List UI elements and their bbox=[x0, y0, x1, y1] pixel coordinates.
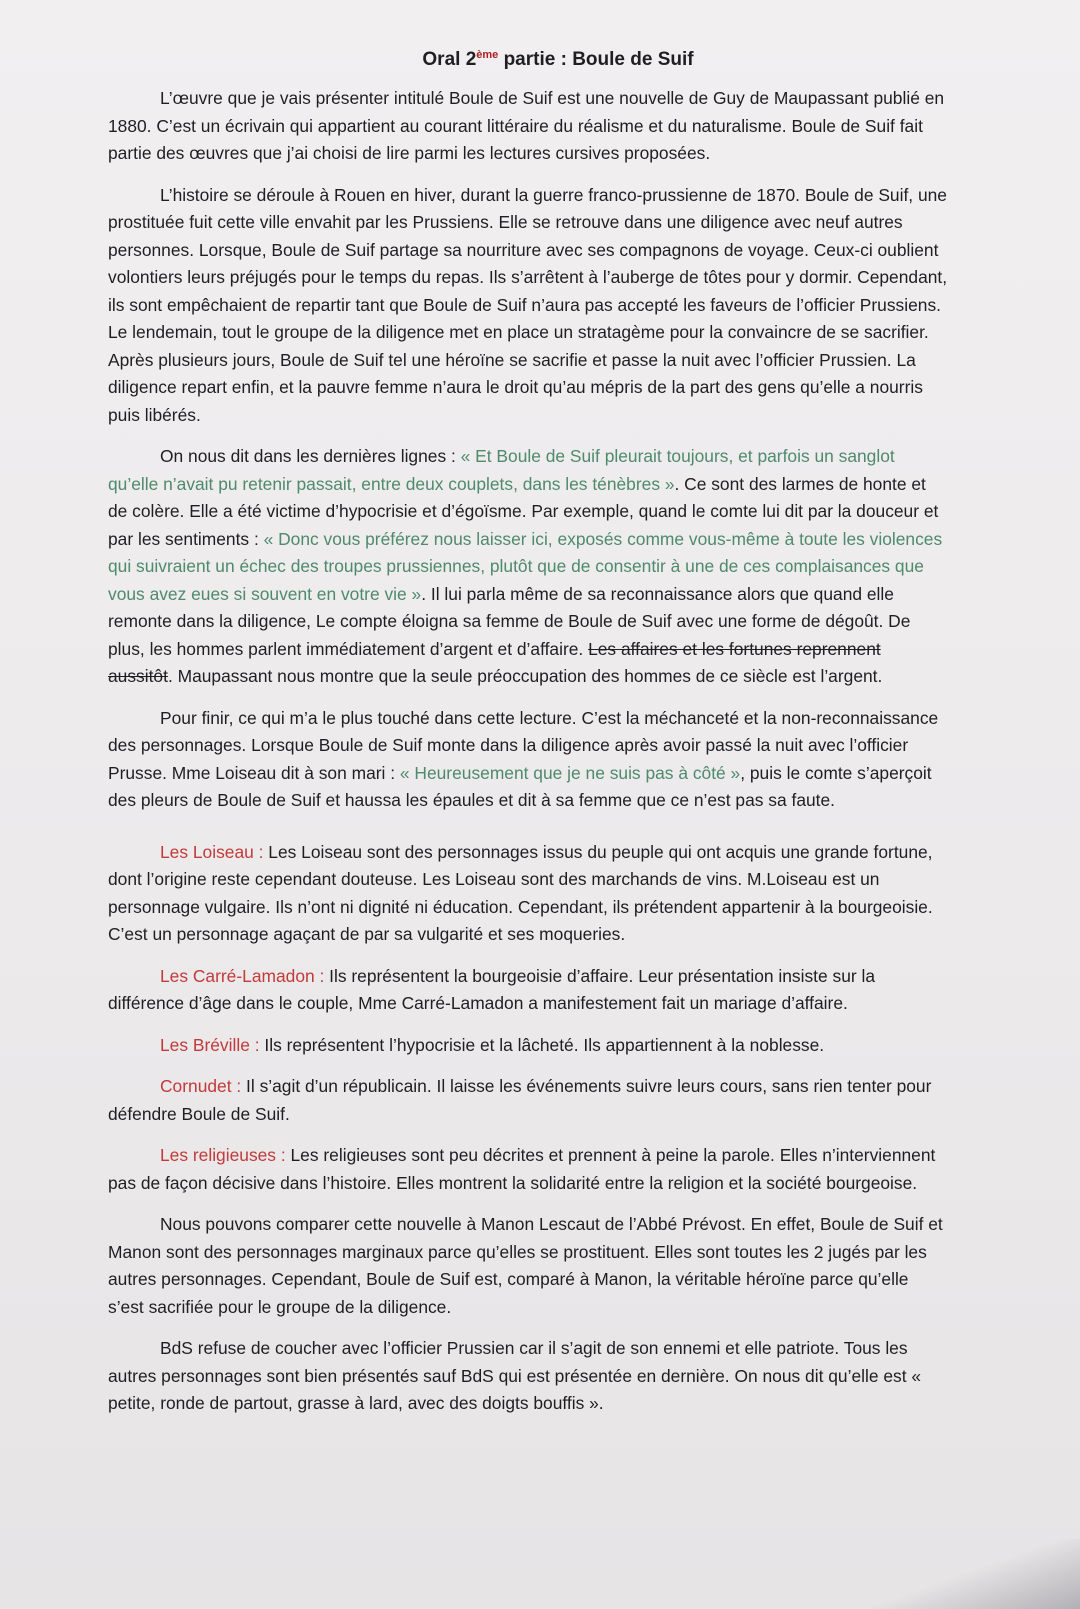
title-superscript: ème bbox=[476, 49, 499, 61]
title-main: Oral 2 bbox=[422, 49, 477, 70]
character-cornudet bbox=[108, 1073, 948, 1128]
paragraph-conclusion bbox=[108, 705, 948, 815]
analysis-text-a: On nous dit dans les dernières lignes : bbox=[160, 446, 461, 466]
conclusion-text-a: Pour finir, ce qui m’a le plus touché dans cette lecture. C’est la méchanceté et la non-reconnaissance des personnages. Lorsque Boule de Suif monte dans la diligence après avoir passé la nuit avec l’officier Prusse. Mme Loiseau dit à son mari : bbox=[108, 707, 939, 783]
character-label: Les Bréville : bbox=[160, 1034, 260, 1055]
character-label: Cornudet : bbox=[160, 1076, 242, 1096]
title-rest: partie : Boule de Suif bbox=[498, 49, 694, 70]
spacer bbox=[108, 829, 948, 839]
character-text: Les religieuses sont peu décrites et prennent à peine la parole. Elles n’interviennent pas de façon décisive dans l’histoire. Elles montrent la solidarité entre la religion et la société bourgeoise. bbox=[108, 1145, 936, 1193]
character-text: Les Loiseau sont des personnages issus du peuple qui ont acquis une grande fortune, dont l’origine reste cependant douteuse. Les Loiseau sont des marchands de vins. M.Loiseau est un personnage vulgaire. Ils n’ont ni dignité ni éducation. Cependant, ils prétendent appartenir à la bourgeoisie. C’est un personnage agaçant de par sa vulgarité et ses moqueries. bbox=[108, 841, 933, 944]
character-text: Ils représentent la bourgeoisie d’affaire. Leur présentation insiste sur la différence d’âge dans le couple, Mme Carré-Lamadon a manifestement fait un mariage d’affaire. bbox=[108, 965, 876, 1013]
character-label: Les religieuses : bbox=[160, 1145, 286, 1165]
quote-last-lines: « Et Boule de Suif pleurait toujours, et parfois un sanglot qu’elle n’avait pu retenir passait, entre deux couplets, dans les ténèbres » bbox=[108, 446, 895, 494]
character-carre-lamadon bbox=[108, 963, 948, 1018]
character-breville bbox=[108, 1032, 948, 1060]
character-text: Il s’agit d’un républicain. Il laisse les événements suivre leurs cours, sans rien tenter pour défendre Boule de Suif. bbox=[108, 1076, 932, 1124]
conclusion-text-b: , puis le comte s’aperçoit des pleurs de Boule de Suif et haussa les épaules et dit à sa femme que ce n’est pas sa faute. bbox=[108, 762, 932, 810]
paragraph-intro: L’œuvre que je vais présenter intitulé Boule de Suif est une nouvelle de Guy de Maupassant publié en 1880. C’est un écrivain qui appartient au courant littéraire du réalisme et du naturalisme. Boule de Suif fait partie des œuvres que j’ai choisi de lire parmi les lectures cursives proposées. bbox=[108, 88, 945, 163]
character-label: Les Loiseau : bbox=[160, 841, 264, 862]
paragraph-final: BdS refuse de coucher avec l’officier Prussien car il s’agit de son ennemi et elle patriote. Tous les autres personnages sont bien présentés sauf BdS qui est présentée en dernière. On nous dit qu’elle est « petite, ronde de partout, grasse à lard, avec des doigts bouffis ». bbox=[108, 1338, 922, 1413]
quote-mme-loiseau: « Heureusement que je ne suis pas à côté » bbox=[399, 762, 741, 783]
photo-shadow bbox=[840, 1539, 1080, 1609]
analysis-text-c: . Il lui parla même de sa reconnaissance alors que quand elle remonte dans la diligence, Le compte éloigna sa femme de Boule de Suif avec une forme de dégoût. De plus, les hommes parlent immédiatement d’argent et d’affaire. bbox=[108, 583, 911, 659]
paragraph-comparison: Nous pouvons comparer cette nouvelle à Manon Lescaut de l’Abbé Prévost. En effet, Boule de Suif et Manon sont des personnages marginaux parce qu’elles se prostituent. Elles sont toutes les 2 jugés par les autres personnages. Cependant, Boule de Suif est, comparé à Manon, la véritable héroïne parce qu’elle s’est sacrifiée pour le groupe de la diligence. bbox=[108, 1214, 943, 1317]
paragraph-analysis bbox=[108, 443, 948, 691]
character-loiseau bbox=[108, 839, 948, 949]
struck-text: Les affaires et les fortunes reprennent aussitôt bbox=[108, 638, 881, 686]
analysis-text-d: . Maupassant nous montre que la seule préoccupation des hommes de ce siècle est l’argent. bbox=[167, 666, 883, 686]
analysis-text-b: . Ce sont des larmes de honte et de colère. Elle a été victime d’hypocrisie et d’égoïsme. Par exemple, quand le comte lui dit par la douceur et par les sentiments : bbox=[108, 473, 939, 549]
page-title bbox=[108, 38, 948, 77]
paragraph-summary: L’histoire se déroule à Rouen en hiver, durant la guerre franco-prussienne de 1870. Boule de Suif, une prostituée fuit cette ville envahit par les Prussiens. Elle se retrouve dans une diligence avec neuf autres personnes. Lorsque, Boule de Suif partage sa nourriture avec ses compagnons de voyage. Ceux-ci oublient volontiers leurs préjugés pour le temps du repas. Ils s’arrêtent à l’auberge de tôtes pour y dormir. Cependant, ils sont empêchaient de repartir tant que Boule de Suif n’aura pas accepté les faveurs de l’officier Prussiens. Le lendemain, tout le groupe de la diligence met en place un stratagème pour la convaincre de se sacrifier. Après plusieurs jours, Boule de Suif tel une héroïne se sacrifie et passe la nuit avec l’officier Prussien. La diligence repart enfin, et la pauvre femme n’aura le droit qu’au mépris de la part des gens qu’elle a nourris puis libérés. bbox=[108, 184, 948, 425]
character-label: Les Carré-Lamadon : bbox=[160, 965, 325, 986]
character-religieuses bbox=[108, 1142, 948, 1197]
quote-count: « Donc vous préférez nous laisser ici, exposés comme vous-même à toute les violences qui suivraient un échec des troupes prussiennes, plutôt que de consentir à une de ces complaisances que vous avez eues si souvent en votre vie » bbox=[108, 528, 943, 604]
character-text: Ils représentent l’hypocrisie et la lâcheté. Ils appartiennent à la noblesse. bbox=[259, 1034, 825, 1055]
